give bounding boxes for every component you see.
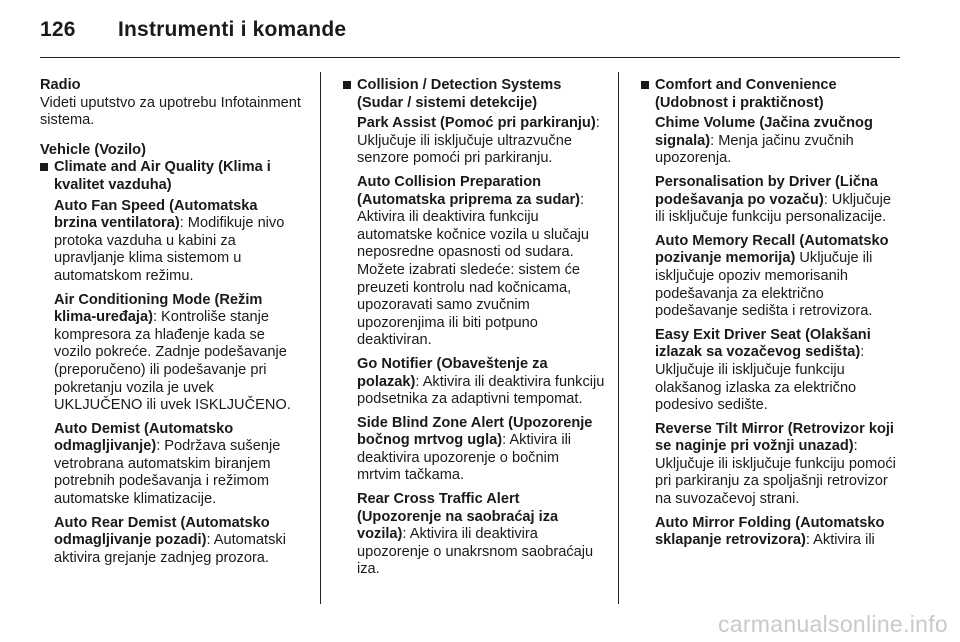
bullet-square: [343, 81, 351, 89]
column-3: [641, 77, 903, 550]
comfort-item-1: [655, 115, 903, 168]
comfort-item-3: [655, 233, 903, 321]
item-text: : Kontroliše stanje kompresora za hlađenje kada se vozilo pokreće. Zadnje podešavanje (preporučeno) ili podešavanje pri pokretanju vozila je uvek UKLJUČENO ili uvek ISKLJUČENO.: [54, 309, 291, 414]
item-text: : Aktivira ili: [805, 532, 875, 549]
collision-items: [343, 115, 605, 579]
vehicle-section: [40, 142, 302, 568]
item-title: Auto Demist (Automatsko odmagljivanje): [54, 420, 234, 455]
bullet-square: [40, 163, 48, 171]
climate-items: [40, 198, 302, 568]
header-rule: [40, 57, 900, 58]
collision-item-1: [357, 115, 605, 168]
item-title: Personalisation by Driver (Lična podešavanja po vozaču): [655, 173, 879, 208]
page-header: [40, 18, 346, 42]
page-title: Instrumenti i komande: [118, 18, 347, 41]
item-text: : Automatski aktivira grejanje zadnjeg prozora.: [54, 532, 286, 566]
item-title: Go Notifier (Obaveštenje za polazak): [357, 355, 548, 390]
item-text: : Aktivira ili deaktivira funkciju automatske kočnice vozila u slučaju neposredne opasnosti od sudara. Možete izabrati sledeće: sistem će preuzeti kontrolu nad kočnicama, upozoravati samo zvučnim upozorenjima ili biti potpuno deaktiviran.: [357, 191, 589, 349]
column-2: [343, 77, 605, 579]
vehicle-title: Vehicle (Vozilo): [40, 141, 146, 158]
page-number: 126: [40, 18, 76, 41]
collision-item-4: [357, 415, 605, 485]
climate-item-1: [54, 198, 302, 286]
radio-section: [40, 77, 302, 130]
item-text: : Menja jačinu zvučnih upozorenja.: [655, 132, 854, 167]
item-text: Uključuje ili isključuje opoziv memorisanih podešavanja za električno podešavanje sedišta i retrovizora.: [655, 250, 873, 320]
item-text: : Uključuje ili isključuje funkciju pomoći pri parkiranju za spoljašnji retrovizor na suvozačevoj strani.: [655, 438, 896, 508]
column-divider-1: [320, 72, 321, 604]
comfort-heading: [641, 77, 903, 112]
item-title: Auto Collision Preparation (Automatska priprema za sudar): [357, 173, 581, 208]
collision-item-2: [357, 174, 605, 350]
item-title: Rear Cross Traffic Alert (Upozorenje na saobraćaj iza vozila): [357, 491, 559, 543]
item-title: Auto Mirror Folding (Automatsko sklapanje retrovizora): [655, 514, 885, 549]
item-text: : Uključuje ili isključuje funkciju olakšanog izlaska za električno podesivo sedište.: [655, 344, 865, 414]
comfort-item-5: [655, 421, 903, 509]
item-title: Auto Rear Demist (Automatsko odmagljivanje pozadi): [54, 514, 270, 549]
climate-item-2: [54, 292, 302, 415]
item-title: Side Blind Zone Alert (Upozorenje bočnog mrtvog ugla): [357, 414, 593, 449]
collision-heading-text: Collision / Detection Systems (Sudar / sistemi detekcije): [357, 77, 562, 111]
column-divider-2: [618, 72, 619, 604]
collision-item-5: [357, 491, 605, 579]
collision-item-3: [357, 356, 605, 409]
climate-item-4: [54, 515, 302, 568]
watermark[interactable]: carmanualsonline.info: [717, 611, 948, 637]
item-title: Park Assist (Pomoć pri parkiranju): [357, 115, 596, 132]
climate-item-3: [54, 421, 302, 509]
item-title: Reverse Tilt Mirror (Retrovizor koji se naginje pri vožnji unazad): [655, 420, 894, 455]
item-text: : Modifikuje nivo protoka vazduha u kabini za upravljanje klima sistemom u automatskom režimu.: [54, 215, 285, 284]
item-title: Auto Memory Recall (Automatsko pozivanje memorija): [655, 232, 889, 267]
radio-text: Videti uputstvo za upotrebu Infotainment sistema.: [40, 94, 301, 129]
column-1: [40, 77, 302, 567]
climate-heading-text: Climate and Air Quality (Klima i kvalitet vazduha): [54, 159, 271, 193]
comfort-item-4: [655, 327, 903, 415]
comfort-heading-text: Comfort and Convenience (Udobnost i praktičnost): [655, 77, 837, 111]
radio-title: Radio: [40, 77, 81, 93]
item-title: Easy Exit Driver Seat (Olakšani izlazak sa vozačevog sedišta): [655, 326, 871, 361]
item-text: : Aktivira ili deaktivira upozorenje o bočnim mrtvim tačkama.: [357, 432, 572, 484]
item-text: : Aktivira ili deaktivira funkciju podsetnika za adaptivni tempomat.: [357, 373, 605, 408]
comfort-item-2: [655, 174, 903, 227]
item-text: : Aktivira ili deaktivira upozorenje o unakrsnom saobraćaju iza.: [357, 526, 594, 578]
item-text: : Podržava sušenje vetrobrana automatskim biranjem potrebnih podešavanja i režimom automatske klimatizacije.: [54, 438, 281, 508]
item-title: Chime Volume (Jačina zvučnog signala): [655, 115, 873, 149]
item-text: : Uključuje ili isključuje ultrazvučne senzore pomoći pri parkiranju.: [357, 115, 600, 167]
comfort-item-6: [655, 515, 903, 550]
item-title: Air Conditioning Mode (Režim klima-uređaja): [54, 291, 263, 326]
item-title: Auto Fan Speed (Automatska brzina ventilatora): [54, 197, 258, 232]
climate-heading: [40, 159, 302, 194]
collision-heading: [343, 77, 605, 112]
item-text: : Uključuje ili isključuje funkciju personalizacije.: [655, 191, 892, 226]
comfort-items: [641, 115, 903, 550]
bullet-square: [641, 81, 649, 89]
